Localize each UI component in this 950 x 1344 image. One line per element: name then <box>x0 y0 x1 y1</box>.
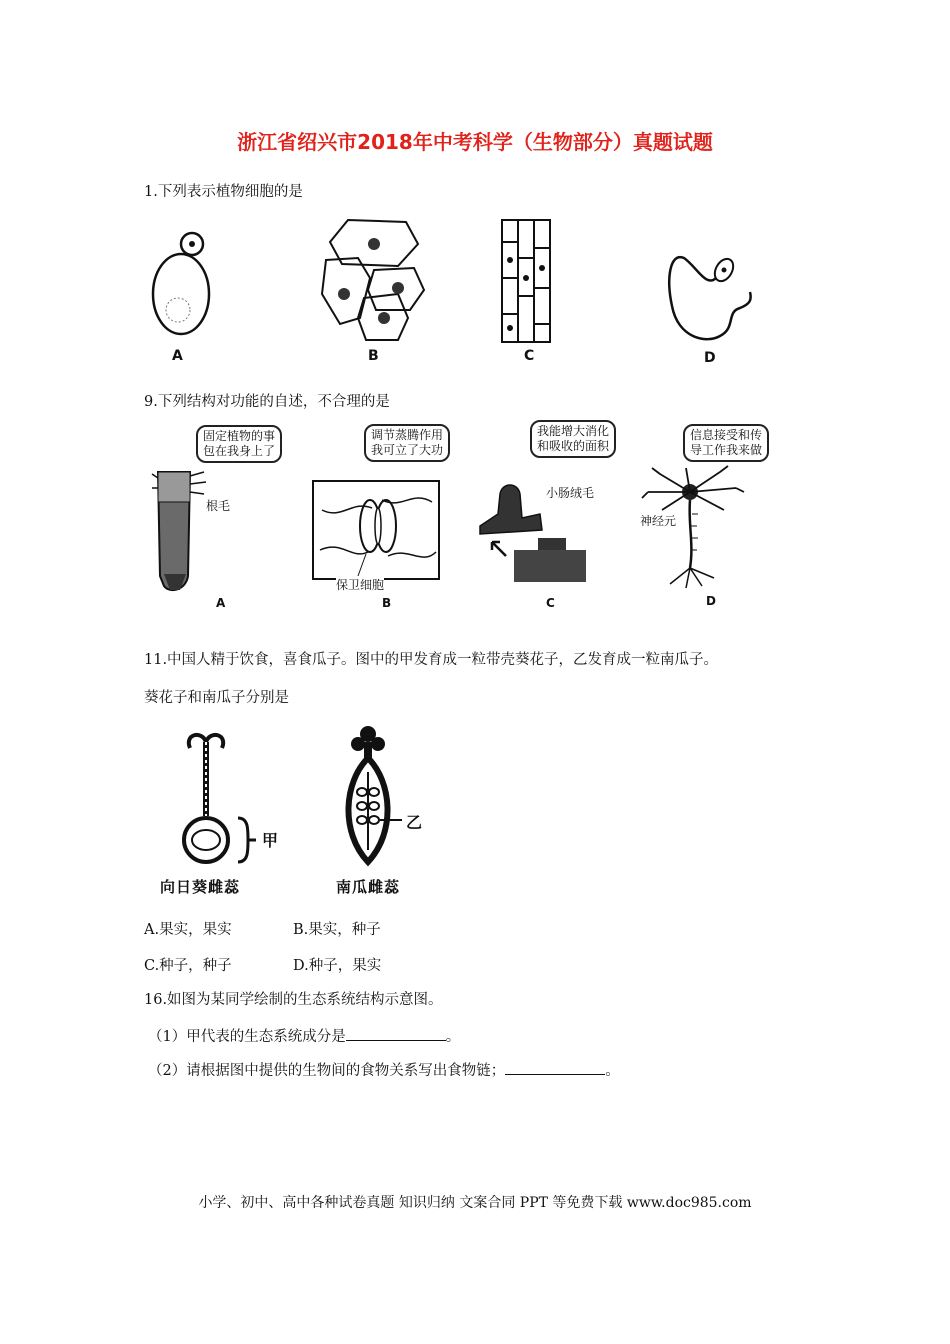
question-1: 1.下列表示植物细胞的是 <box>144 184 303 200</box>
page-footer: 小学、初中、高中各种试卷真题 知识归纳 文案合同 PPT 等免费下载 www.doc985.com <box>198 1195 752 1211</box>
caption-sunflower: 向日葵雌蕊 <box>160 878 241 896</box>
figure-cell-a <box>148 222 218 342</box>
part-1-end: 。 <box>445 1029 461 1045</box>
figure-cell-c <box>496 218 556 344</box>
part-2-text: （2）请根据图中提供的生物间的食物关系写出食物链； <box>148 1063 506 1079</box>
figure-cell-b <box>318 214 428 344</box>
question-16-part-2 <box>148 1060 620 1081</box>
figure-label-b: B <box>368 348 379 364</box>
option-c: C.种子，种子 <box>144 958 232 974</box>
speech-bubble-b: 调节蒸腾作用 我可立了大功 <box>364 424 450 462</box>
question-16-part-1 <box>148 1026 460 1047</box>
speech-bubble-c: 我能增大消化 和吸收的面积 <box>530 420 616 458</box>
label-guard-cells: 保卫细胞 <box>336 578 385 592</box>
figure-cell-d <box>666 248 756 348</box>
part-1-text: （1）甲代表的生态系统成分是 <box>148 1029 346 1045</box>
question-11-line2: 葵花子和南瓜子分别是 <box>144 690 289 706</box>
answer-blank-1[interactable] <box>346 1026 446 1041</box>
option-d: D.种子，果实 <box>293 958 382 974</box>
question-16: 16.如图为某同学绘制的生态系统结构示意图。 <box>144 992 443 1008</box>
option-a: A.果实，果实 <box>144 922 232 938</box>
option-b: B.果实，种子 <box>293 922 381 938</box>
figure-label-c: C <box>524 348 535 364</box>
part-2-end: 。 <box>605 1063 620 1079</box>
speech-bubble-a: 固定植物的事 包在我身上了 <box>196 425 282 463</box>
caption-pumpkin: 南瓜雌蕊 <box>336 878 401 896</box>
answer-blank-2[interactable] <box>505 1060 605 1075</box>
figure-label-9d: D <box>706 594 716 608</box>
figure-root-tip <box>150 466 210 596</box>
figure-label-d: D <box>704 350 716 366</box>
document-title: 浙江省绍兴市2018年中考科学（生物部分）真题试题 <box>237 130 713 154</box>
label-yi: 乙 <box>406 813 424 832</box>
figure-stomata <box>312 480 440 580</box>
figure-label-9c: C <box>546 596 555 610</box>
speech-bubble-d: 信息接受和传 导工作我来做 <box>683 424 769 462</box>
label-jia: 甲 <box>262 831 280 850</box>
question-9: 9.下列结构对功能的自述，不合理的是 <box>144 394 390 410</box>
question-11-line1: 11.中国人精于饮食，喜食瓜子。图中的甲发育成一粒带壳葵花子，乙发育成一粒南瓜子。 <box>144 652 719 668</box>
figure-label-a: A <box>172 348 183 364</box>
figure-label-9b: B <box>382 596 392 610</box>
label-root-hair: 根毛 <box>206 499 231 513</box>
label-neuron: 神经元 <box>640 514 677 528</box>
figure-label-9a: A <box>216 596 226 610</box>
label-villi: 小肠绒毛 <box>546 486 595 500</box>
figure-pumpkin-pistil <box>336 722 436 872</box>
